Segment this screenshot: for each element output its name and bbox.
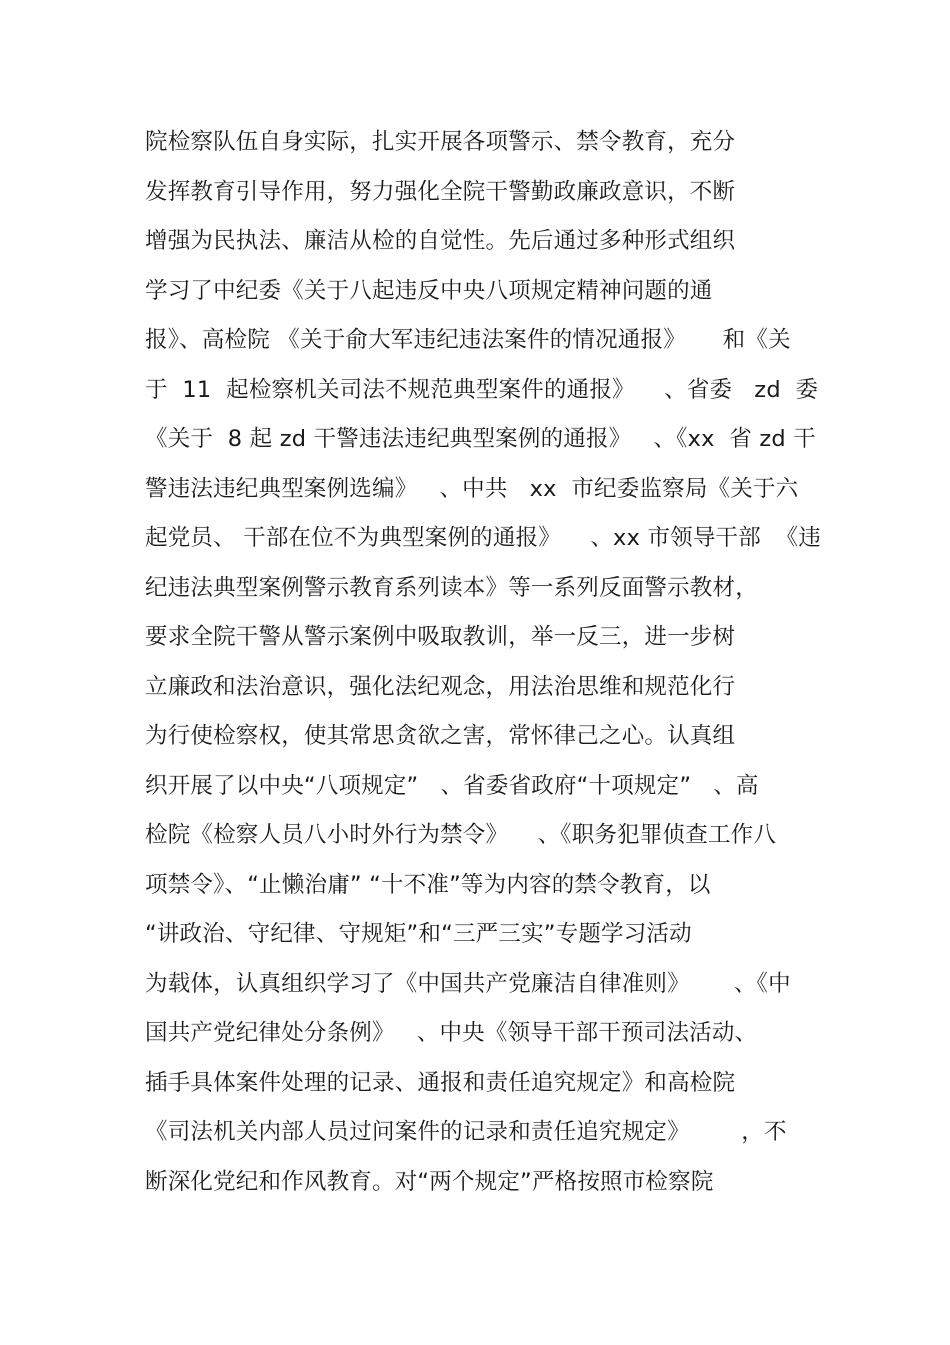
text-line: 检院《检察人员八小时外行为禁令》 、《职务犯罪侦查工作八: [145, 822, 777, 848]
body-text: [145, 124, 822, 1213]
text-line: 要求全院干警从警示案例中吸取教训，举一反三，进一步树: [145, 624, 736, 650]
text-line: 《关于 8 起 zd 干警违法违纪典型案例的通报》 、《xx 省 zd 干: [145, 426, 816, 452]
text-line: 学习了中纪委《关于八起违反中央八项规定精神问题的通: [145, 277, 713, 304]
text-line: 警违法违纪典型案例选编》 、中共 xx 市纪委监察局《关于六: [145, 475, 799, 502]
text-line: 项禁令》、“止懒治庸” “十不准”等为内容的禁令教育，以: [145, 871, 711, 898]
text-line: 起党员、 干部在位不为典型案例的通报》 、xx 市领导干部 《违: [145, 525, 822, 551]
text-line: 国共产党纪律处分条例》 、中央《领导干部干预司法活动、: [145, 1020, 758, 1046]
text-line: 于 11 起检察机关司法不规范典型案件的通报》 、省委 zd 委: [145, 376, 819, 403]
text-line: 院检察队伍自身实际，扎实开展各项警示、禁令教育，充分: [145, 129, 736, 155]
text-line: 发挥教育引导作用，努力强化全院干警勤政廉政意识，不断: [145, 178, 736, 205]
text-line: 纪违法典型案例警示教育系列读本》等一系列反面警示教材，: [145, 574, 758, 601]
text-line: 《司法机关内部人员过问案件的记录和责任追究规定》 ，不: [145, 1119, 787, 1145]
text-line: 织开展了以中央“八项规定” 、省委省政府“十项规定” 、高: [145, 772, 759, 799]
text-line: 为行使检察权，使其常思贪欲之害，常怀律己之心。认真组: [145, 723, 736, 749]
text-line: 立廉政和法治意识，强化法纪观念，用法治思维和规范化行: [145, 673, 736, 700]
text-line: 为载体，认真组织学习了《中国共产党廉洁自律准则》 、《中: [145, 970, 791, 997]
text-line: 增强为民执法、廉洁从检的自觉性。先后通过多种形式组织: [145, 228, 736, 254]
text-line: 插手具体案件处理的记录、通报和责任追究规定》和高检院: [145, 1069, 736, 1096]
text-line: 断深化党纪和作风教育。对“两个规定”严格按照市检察院: [145, 1168, 714, 1195]
text-line: “讲政治、守纪律、守规矩”和“三严三实”专题学习活动: [145, 921, 692, 947]
text-line: 报》、高检院 《关于俞大军违纪违法案件的情况通报》 和《关: [145, 327, 791, 353]
